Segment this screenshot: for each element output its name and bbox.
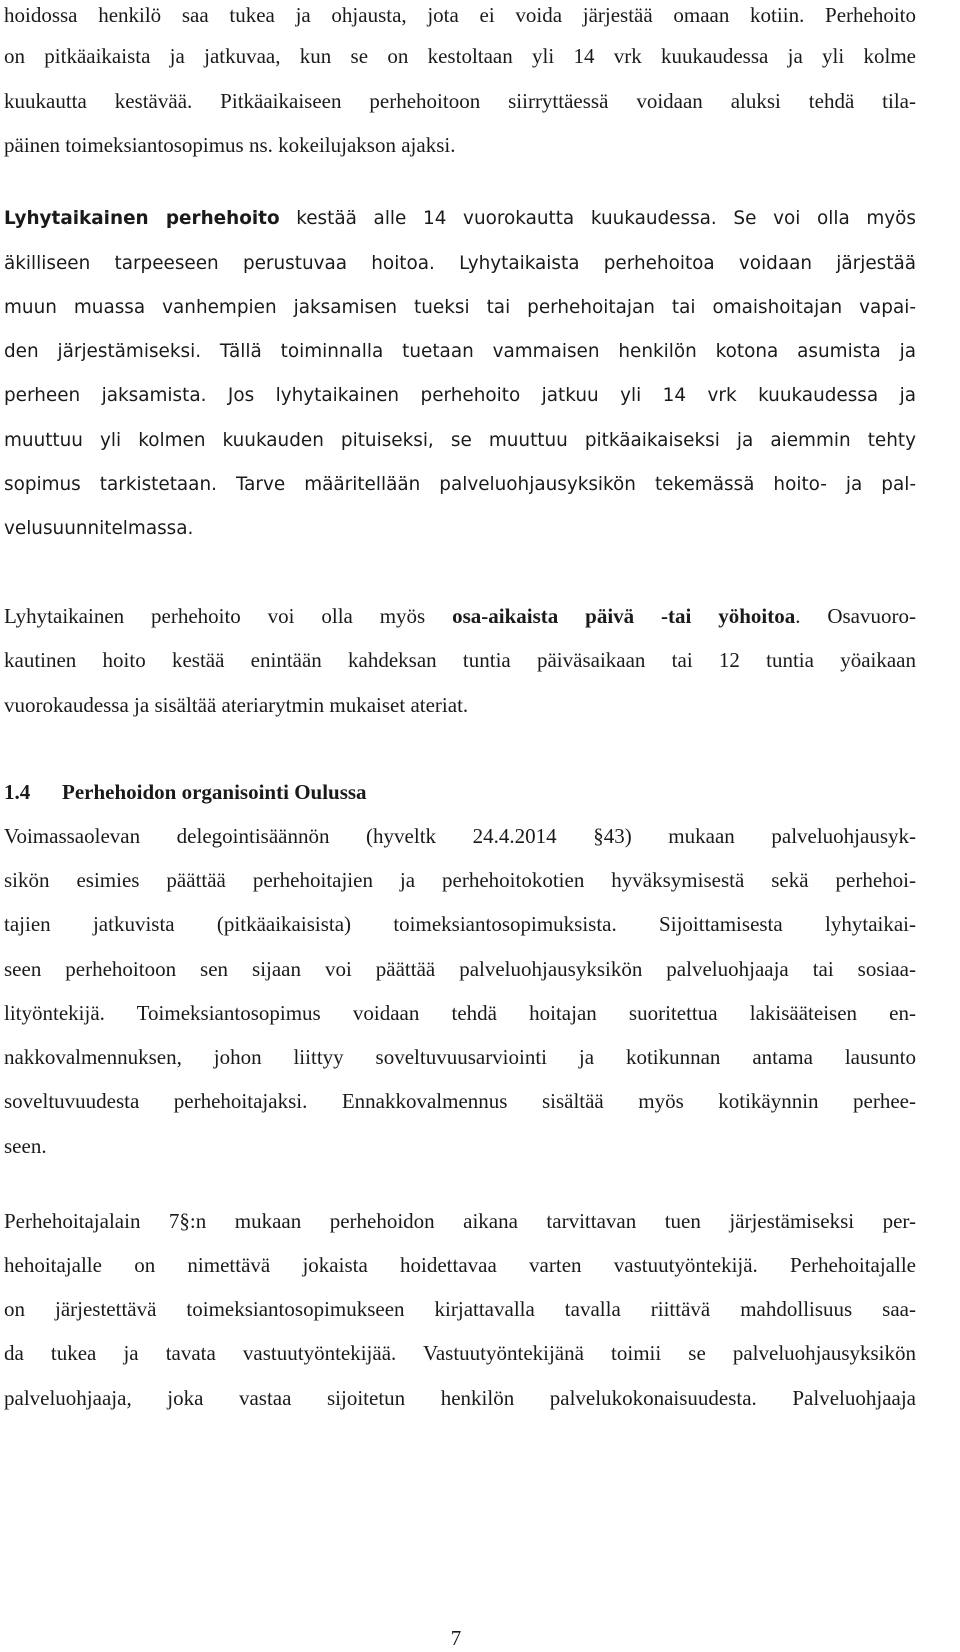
law-line-2: hehoitajalle on nimettävä jokaista hoidettavaa varten vastuutyöntekijä. Perhehoitajalle [4, 1253, 916, 1277]
short-term-line-2: äkilliseen tarpeeseen perustuvaa hoitoa. Lyhytaikaista perhehoitoa voidaan järjestää [4, 253, 916, 274]
part-time-line-1 [4, 601, 916, 631]
short-term-line-4: den järjestämiseksi. Tällä toiminnalla tuetaan vammaisen henkilön kotona asumista ja [4, 341, 916, 362]
short-term-line-1-rest: kestää alle 14 vuorokautta kuukaudessa. Se voi olla myös [279, 208, 916, 229]
part-time-line-1-post: . Osavuoro- [795, 604, 916, 628]
intro-line-4: päinen toimeksiantosopimus ns. kokeilujakson ajaksi. [4, 133, 456, 157]
intro-line-3: kuukautta kestävää. Pitkäaikaiseen perhehoitoon siirryttäessä voidaan aluksi tehdä tila- [4, 89, 916, 113]
short-term-line-6: muuttuu yli kolmen kuukauden pituiseksi, se muuttuu pitkäaikaiseksi ja aiemmin tehty [4, 430, 916, 451]
organisation-line-5: lityöntekijä. Toimeksiantosopimus voidaan tehdä hoitajan suoritettua lakisääteisen en- [4, 1001, 916, 1025]
section-title: Perhehoidon organisointi Oulussa [62, 780, 367, 804]
short-term-line-8: velusuunnitelmassa. [4, 518, 194, 539]
short-term-line-3: muun muassa vanhempien jaksamisen tueksi tai perhehoitajan tai omaishoitajan vapai- [4, 297, 916, 318]
part-time-line-3: vuorokaudessa ja sisältää ateriarytmin mukaiset ateriat. [4, 693, 469, 717]
section-heading [4, 777, 367, 807]
organisation-line-1: Voimassaolevan delegointisäännön (hyveltk 24.4.2014 §43) mukaan palveluohjausyk- [4, 824, 916, 848]
organisation-line-7: soveltuvuudesta perhehoitajaksi. Ennakkovalmennus sisältää myös kotikäynnin perhee- [4, 1089, 916, 1113]
organisation-line-8: seen. [4, 1134, 47, 1158]
organisation-line-6: nakkovalmennuksen, johon liittyy soveltuvuusarviointi ja kotikunnan antama lausunto [4, 1045, 916, 1069]
part-time-line-1-pre: Lyhytaikainen perhehoito voi olla myös [4, 604, 453, 628]
law-line-3: on järjestettävä toimeksiantosopimukseen kirjattavalla tavalla riittävä mahdollisuus saa- [4, 1297, 916, 1321]
organisation-line-2: sikön esimies päättää perhehoitajien ja perhehoitokotien hyväksymisestä sekä perhehoi- [4, 868, 916, 892]
part-time-line-2: kautinen hoito kestää enintään kahdeksan tuntia päiväsaikaan tai 12 tuntia yöaikaan [4, 648, 916, 672]
law-line-4: da tukea ja tavata vastuutyöntekijää. Vastuutyöntekijänä toimii se palveluohjausyksikön [4, 1341, 916, 1365]
organisation-line-4: seen perhehoitoon sen sijaan voi päättää palveluohjausyksikön palveluohjaaja tai sosiaa- [4, 957, 916, 981]
law-line-1: Perhehoitajalain 7§:n mukaan perhehoidon aikana tarvittavan tuen järjestämiseksi per- [4, 1209, 916, 1233]
intro-line-2: on pitkäaikaista ja jatkuvaa, kun se on kestoltaan yli 14 vrk kuukaudessa ja yli kolme [4, 44, 916, 68]
page-number: 7 [450, 1626, 462, 1650]
short-term-line-5: perheen jaksamista. Jos lyhytaikainen perhehoito jatkuu yli 14 vrk kuukaudessa ja [4, 385, 916, 406]
organisation-line-3: tajien jatkuvista (pitkäaikaisista) toimeksiantosopimuksista. Sijoittamisesta lyhytaikai- [4, 912, 916, 936]
short-term-line-1 [4, 204, 916, 234]
short-term-term: Lyhytaikainen perhehoito [4, 208, 280, 229]
part-time-term: osa-aikaista päivä -tai yöhoitoa [452, 604, 796, 628]
law-line-5: palveluohjaaja, joka vastaa sijoitetun henkilön palvelukokonaisuudesta. Palveluohjaaja [4, 1386, 916, 1410]
section-number: 1.4 [4, 780, 31, 804]
short-term-line-7: sopimus tarkistetaan. Tarve määritellään palveluohjausyksikön tekemässä hoito- ja pal- [4, 474, 916, 495]
intro-line-1: hoidossa henkilö saa tukea ja ohjausta, jota ei voida järjestää omaan kotiin. Perhehoito [4, 3, 916, 27]
